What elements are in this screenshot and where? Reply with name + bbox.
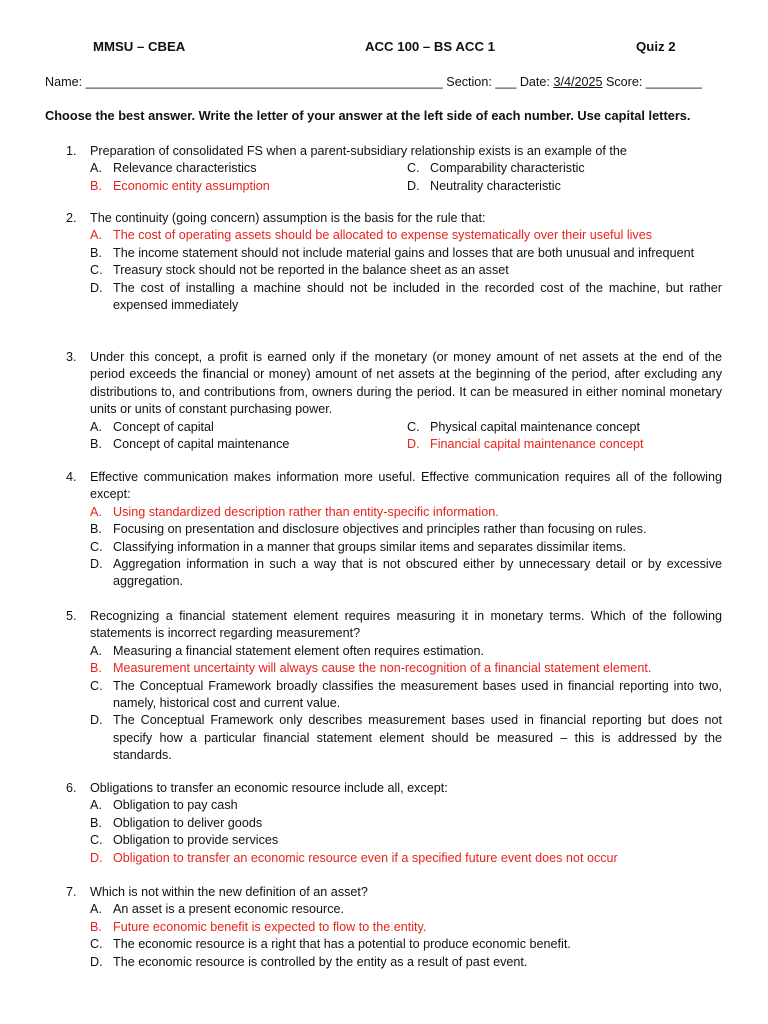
options-grid [66, 160, 722, 195]
option-d-answer: D. Financial capital maintenance concept [407, 437, 644, 452]
option-d-answer: D. Obligation to transfer an economic resource even if a specified future event does not occur [90, 850, 618, 865]
options-list [66, 797, 722, 867]
option-b-answer: B. Economic entity assumption [90, 178, 270, 193]
question-number: 4. [66, 470, 77, 484]
options-list [66, 901, 722, 971]
question-stem [66, 469, 722, 504]
question-stem [66, 780, 722, 797]
question-number: 3. [66, 350, 77, 364]
option-c: C. Treasury stock should not be reported in the balance sheet as an asset [90, 263, 509, 278]
option-b: B. Focusing on presentation and disclosure objectives and principles rather than focusing on rules. [90, 522, 647, 537]
question-stem [66, 608, 722, 643]
question-stem [66, 210, 722, 227]
options-grid [66, 419, 722, 454]
option-a: A. Relevance characteristics [90, 161, 257, 176]
option-b-answer: B. Future economic benefit is expected to flow to the entity. [90, 919, 427, 934]
option-d: D. The cost of installing a machine should not be included in the recorded cost of the machine, but rather expensed immediately [90, 280, 722, 313]
option-c: C. The Conceptual Framework broadly classifies the measurement bases used in financial reporting into two, namely, historical cost and current value. [90, 678, 722, 711]
question-text: Obligations to transfer an economic resource include all, except: [90, 781, 448, 795]
question-text: Preparation of consolidated FS when a parent-subsidiary relationship exists is an example of the [90, 144, 627, 158]
option-a: A. Obligation to pay cash [90, 798, 238, 813]
name-line [45, 74, 735, 91]
question-number: 1. [66, 144, 77, 158]
option-a-answer: A. The cost of operating assets should be allocated to expense systematically over their useful lives [90, 228, 653, 243]
section-field: Section: ___ Date: [442, 75, 554, 89]
option-c: C. Classifying information in a manner that groups similar items and separates dissimilar items. [90, 539, 627, 554]
question-4 [66, 469, 722, 591]
quiz-label: Quiz 2 [636, 39, 676, 54]
question-text: Effective communication makes information more useful. Effective communication requires all of the following except: [90, 470, 722, 502]
option-d: D. Neutrality characteristic [407, 178, 561, 193]
question-2 [66, 210, 722, 314]
option-b: B. Obligation to deliver goods [90, 815, 263, 830]
option-a: A. Measuring a financial statement element often requires estimation. [90, 643, 485, 658]
question-stem [66, 143, 722, 160]
date-value: 3/4/2025 [553, 75, 603, 89]
option-b: B. The income statement should not include material gains and losses that are both unusual and infrequent [90, 245, 695, 260]
options-list [66, 504, 722, 591]
instructions: Choose the best answer. Write the letter of your answer at the left side of each number. Use capital letters. [45, 108, 691, 123]
option-d: D. The economic resource is controlled by the entity as a result of past event. [90, 954, 528, 969]
option-d: D. The Conceptual Framework only describes measurement bases used in financial reporting but does not specify how a particular financial statement element should be measured – this is addressed by the standards. [90, 713, 722, 763]
question-number: 7. [66, 885, 77, 899]
options-list [66, 643, 722, 765]
option-c: C. The economic resource is a right that has a potential to produce economic benefit. [90, 937, 571, 952]
question-text: Recognizing a financial statement element requires measuring it in monetary terms. Which of the following statements is incorrect regarding measurement? [90, 609, 722, 641]
option-c: C. Obligation to provide services [90, 833, 279, 848]
option-c: C. Comparability characteristic [407, 161, 585, 176]
page-header [0, 38, 768, 58]
option-b: B. Concept of capital maintenance [90, 437, 290, 452]
option-a: A. Concept of capital [90, 419, 214, 434]
option-c: C. Physical capital maintenance concept [407, 419, 641, 434]
question-1 [66, 143, 722, 195]
question-number: 2. [66, 211, 77, 225]
options-list [66, 227, 722, 314]
option-b-answer: B. Measurement uncertainty will always cause the non-recognition of a financial statement element. [90, 661, 652, 676]
school-label: MMSU – CBEA [93, 39, 186, 54]
question-text: Which is not within the new definition of an asset? [90, 885, 368, 899]
option-a: A. An asset is a present economic resource. [90, 902, 344, 917]
option-a-answer: A. Using standardized description rather than entity-specific information. [90, 504, 499, 519]
score-field: Score: ________ [602, 75, 702, 89]
question-stem [66, 349, 722, 419]
name-field: Name: ___________________________________________________ [45, 75, 443, 89]
question-5 [66, 608, 722, 765]
question-number: 5. [66, 609, 77, 623]
question-7 [66, 884, 722, 971]
question-3 [66, 349, 722, 453]
question-text: Under this concept, a profit is earned only if the monetary (or money amount of net assets at the end of the period exceeds the financial or money) amount of net assets at the beginning of the period, after excluding any distributions to, and contributions from, owners during the period. It can be measured in either nominal monetary units or units of constant purchasing power. [90, 350, 722, 417]
question-number: 6. [66, 781, 77, 795]
question-text: The continuity (going concern) assumption is the basis for the rule that: [90, 211, 486, 225]
question-6 [66, 780, 722, 867]
course-label: ACC 100 – BS ACC 1 [365, 39, 495, 54]
option-d: D. Aggregation information in such a way that is not obscured either by unnecessary detail or by excessive aggregation. [90, 557, 722, 589]
question-stem [66, 884, 722, 901]
